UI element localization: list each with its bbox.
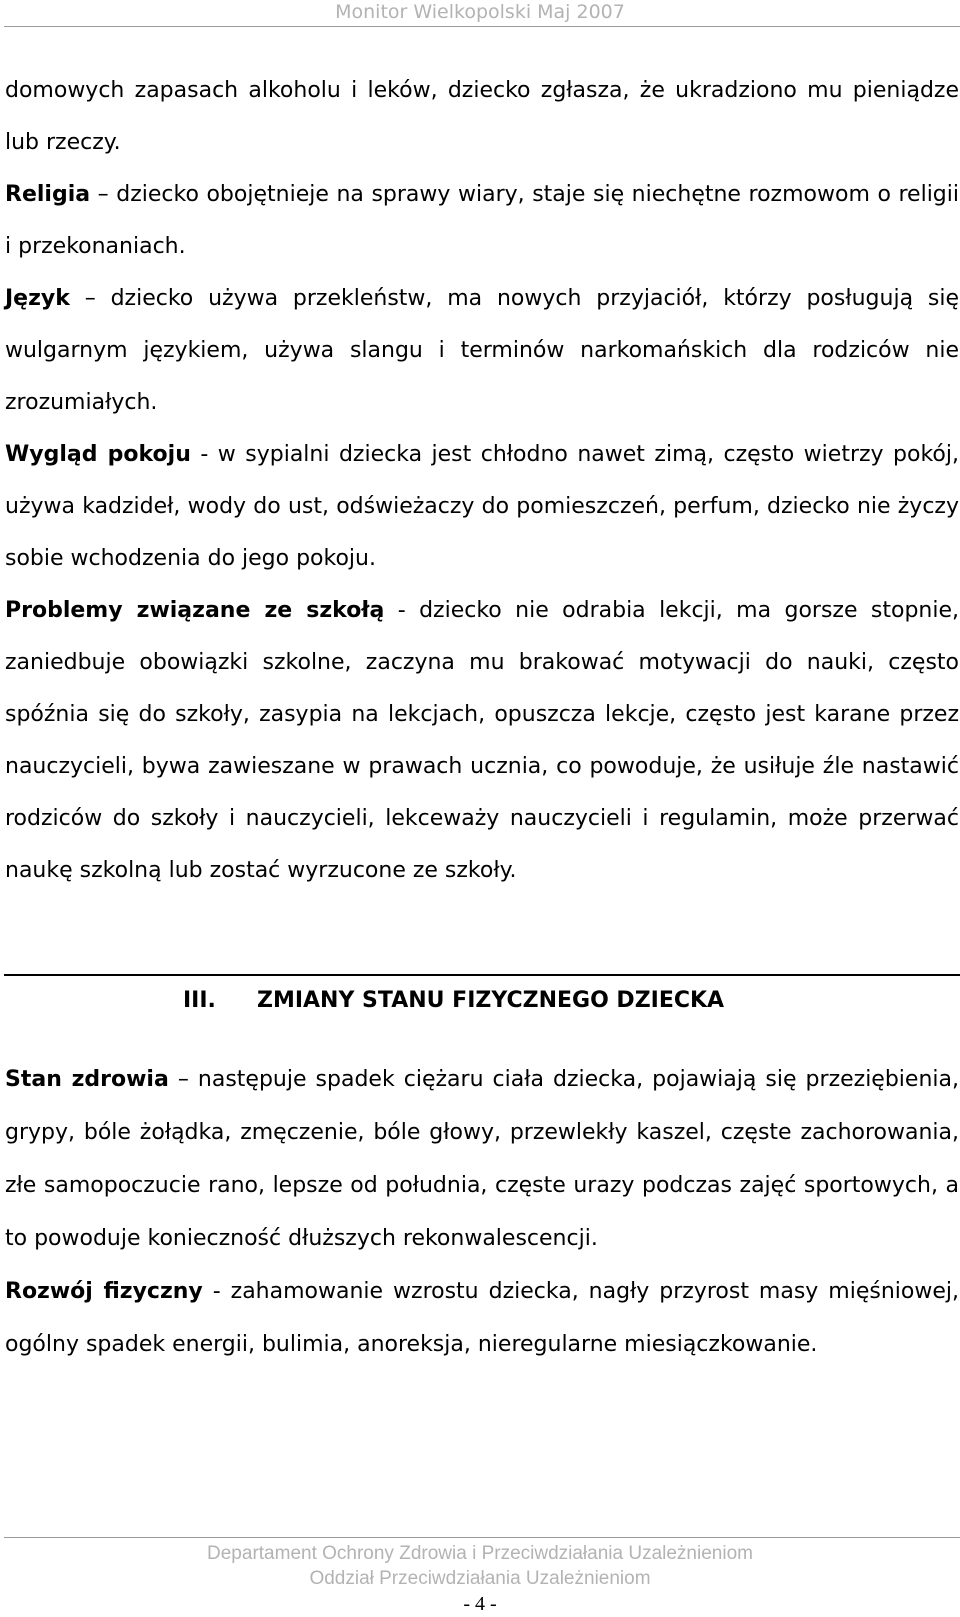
page-header [0, 0, 960, 26]
term-physical-development: Rozwój fizyczny [5, 1279, 203, 1304]
paragraph-text: - zahamowanie wzrostu dziecka, nagły przyrost masy mięśniowej, ogólny spadek energii, bulimia, anoreksja, nieregularne miesiączkowanie. [5, 1279, 959, 1357]
paragraph-text: – następuje spadek ciężaru ciała dziecka, pojawiają się przeziębienia, grypy, bóle żołądka, zmęczenie, bóle głowy, przewlekły kaszel, częste zachorowania, złe samopoczucie rano, lepsze od południa, częste urazy podczas zajęć sportowych, a to powoduje konieczność dłuższych rekonwalescencji. [5, 1067, 959, 1251]
page-number: - 4 - [463, 1593, 497, 1615]
paragraph-text: domowych zapasach alkoholu i leków, dziecko zgłasza, że ukradziono mu pieniądze lub rzeczy. [5, 78, 959, 155]
footer-division: Oddział Przeciwdziałania Uzależnieniom [309, 1568, 651, 1589]
section-heading [183, 986, 724, 1016]
paragraph-text: – dziecko obojętnieje na sprawy wiary, staje się niechętne rozmowom o religii i przekonaniach. [5, 182, 959, 259]
footer-divider [4, 1537, 960, 1538]
term-language: Język [5, 286, 70, 311]
page-footer [0, 1541, 960, 1591]
paragraph-religion [5, 169, 959, 273]
term-room: Wygląd pokoju [5, 442, 191, 467]
term-health: Stan zdrowia [5, 1067, 169, 1092]
body-text-top [5, 65, 959, 897]
paragraph-physical-development [5, 1265, 959, 1371]
paragraph-health [5, 1053, 959, 1265]
section-title: ZMIANY STANU FIZYCZNEGO DZIECKA [257, 988, 725, 1013]
paragraph-text: – dziecko używa przekleństw, ma nowych przyjaciół, którzy posługują się wulgarnym językiem, używa slangu i terminów narkomańskich dla rodziców nie zrozumiałych. [5, 286, 959, 415]
paragraph-continuation [5, 65, 959, 169]
section-divider [4, 974, 960, 976]
paragraph-room [5, 429, 959, 585]
section-number: III. [183, 988, 216, 1013]
footer-department: Departament Ochrony Zdrowia i Przeciwdziałania Uzależnieniom [207, 1543, 753, 1564]
paragraph-school [5, 585, 959, 897]
paragraph-text: - dziecko nie odrabia lekcji, ma gorsze stopnie, zaniedbuje obowiązki szkolne, zaczyna mu brakować motywacji do nauki, często spóźnia się do szkoły, zasypia na lekcjach, opuszcza lekcje, często jest karane przez nauczycieli, bywa zawieszane w prawach ucznia, co powoduje, że usiłuje źle nastawić rodziców do szkoły i nauczycieli, lekceważy nauczycieli i regulamin, może przerwać naukę szkolną lub zostać wyrzucone ze szkoły. [5, 598, 960, 883]
body-text-bottom [5, 1053, 959, 1371]
header-title: Monitor Wielkopolski Maj 2007 [335, 1, 625, 23]
paragraph-language [5, 273, 959, 429]
paragraph-text: - w sypialni dziecka jest chłodno nawet zimą, często wietrzy pokój, używa kadzideł, wody do ust, odświeżaczy do pomieszczeń, perfum, dziecko nie życzy sobie wchodzenia do jego pokoju. [5, 442, 959, 571]
term-school: Problemy związane ze szkołą [5, 598, 385, 623]
term-religion: Religia [5, 182, 91, 207]
header-divider [4, 26, 960, 27]
